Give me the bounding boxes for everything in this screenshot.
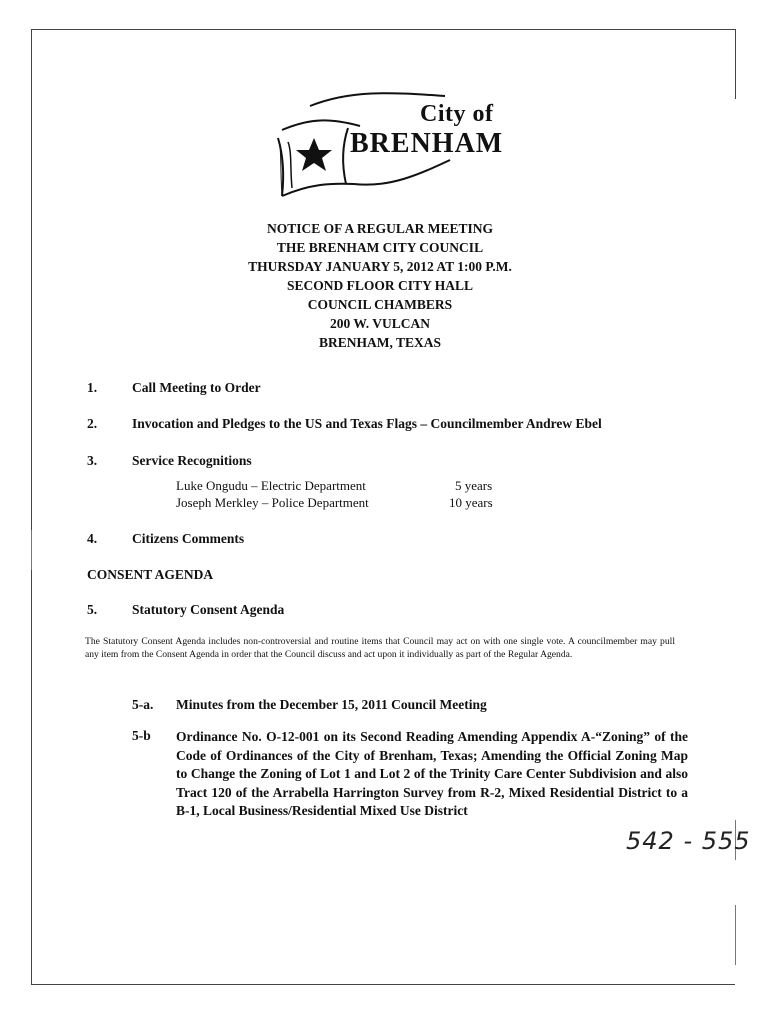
logo-brenham-text: BRENHAM xyxy=(350,128,504,159)
header-line: SECOND FLOOR CITY HALL xyxy=(287,278,473,293)
meeting-notice-header xyxy=(150,219,610,352)
header-line: THE BRENHAM CITY COUNCIL xyxy=(276,240,484,255)
ordinance-description: Ordinance No. O-12-001 on its Second Reading Amending Appendix A-“Zoning” of the Code of Ordinances of the City of Brenham, Texas; Amending the Official Zoning Map to Change the Zoning of Lot 1 and Lot 2 of the Trinity Care Center Subdivision and also Tract 120 of the Arrabella Harrington Survey from R-2, Mixed Residential District to a B-1, Local Business/Residential Mixed Use District xyxy=(176,729,688,818)
header-line: 200 W. VULCAN xyxy=(330,316,430,331)
agenda-item-title: Service Recognitions xyxy=(132,453,252,468)
agenda-item-title: Call Meeting to Order xyxy=(132,380,261,395)
sub-item-title: Minutes from the December 15, 2011 Council Meeting xyxy=(176,697,487,712)
recognition-years: 5 years xyxy=(455,478,493,493)
header-line: BRENHAM, TEXAS xyxy=(318,335,442,350)
agenda-item-number: 5. xyxy=(87,602,98,617)
handwritten-page-range: 542 - 555 xyxy=(626,827,751,855)
agenda-item-title: Invocation and Pledges to the US and Texas Flags – Councilmember Andrew Ebel xyxy=(132,416,602,431)
scan-mark xyxy=(735,905,736,965)
header-line: NOTICE OF A REGULAR MEETING xyxy=(266,221,494,236)
sub-item-number: 5-b xyxy=(132,728,151,743)
page-border xyxy=(735,29,736,99)
logo-city-text: City of xyxy=(420,101,494,127)
recognition-name: Luke Ongudu – Electric Department xyxy=(176,478,366,493)
scan-mark xyxy=(31,530,32,570)
agenda-item-title: Citizens Comments xyxy=(132,531,245,546)
agenda-item-number: 1. xyxy=(87,380,98,395)
agenda-item-number: 2. xyxy=(87,416,98,431)
agenda-item-number: 4. xyxy=(87,531,98,546)
agenda-item-number: 3. xyxy=(87,453,98,468)
page-border xyxy=(31,984,735,985)
header-line: COUNCIL CHAMBERS xyxy=(307,297,453,312)
star-icon xyxy=(296,138,332,171)
header-line: THURSDAY JANUARY 5, 2012 AT 1:00 P.M. xyxy=(248,259,512,274)
recognition-years: 10 years xyxy=(449,495,493,510)
consent-agenda-description: The Statutory Consent Agenda includes non-controversial and routine items that Council may act on with one single vote. A councilmember may pull any item from the Consent Agenda in order that the Council discuss and act upon it individually as part of the Regular Agenda. xyxy=(85,636,675,660)
page-border xyxy=(31,29,32,984)
consent-agenda-heading: CONSENT AGENDA xyxy=(87,567,214,582)
page-border xyxy=(31,29,735,30)
agenda-item-title: Statutory Consent Agenda xyxy=(132,602,285,617)
sub-item-number: 5-a. xyxy=(132,697,154,712)
recognition-name: Joseph Merkley – Police Department xyxy=(176,495,369,510)
